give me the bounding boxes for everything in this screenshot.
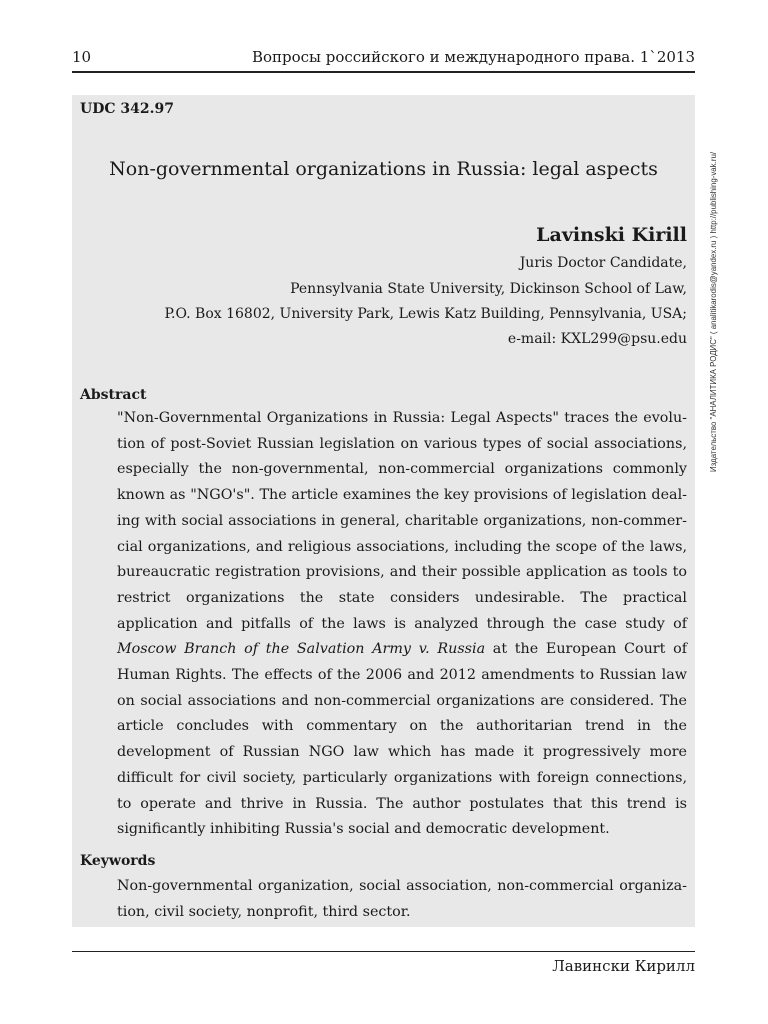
- page-number: 10: [72, 48, 92, 66]
- case-name: Moscow Branch of the Salvation Army v. Russia: [117, 641, 486, 658]
- abstract-heading: Abstract: [80, 387, 147, 403]
- abstract-text-part2: at the European Court of Human Rights. The effects of the 2006 and 2012 amendments to Russian law on social associations and non-commercial organizations are considered. The article concludes with commentary on the authoritarian trend in the development of Russian NGO law which has made it progressively more difficult for civil society, particularly organizations with foreign connections, to operate and thrive in Russia. The author postulates that this trend is significantly inhibiting Russia's social and democratic development.: [117, 641, 687, 838]
- abstract-text: [117, 406, 687, 843]
- abstract-text-part1: "Non-Governmental Organizations in Russia: Legal Aspects" traces the evolution of post-Soviet Russian legislation on various types of social associations, especially the non-governmental, non-commercial organizations commonly known as "NGO's". The article examines the key provisions of legislation dealing with social associations in general, charitable organizations, non-commercial organizations, and religious associations, including the scope of the laws, bureaucratic registration provisions, and their possible application as tools to restrict organizations the state considers undesirable. The practical application and pitfalls of the laws is analyzed through the case study of: [117, 410, 687, 632]
- header-rule: [72, 71, 695, 73]
- article-title: Non-governmental organizations in Russia: legal aspects: [109, 158, 658, 180]
- publisher-side-note: Издательство "АНАЛИТИКА РОДИС" ( analitikarodis@yandex.ru ) http://publishing-vak.ru/: [709, 151, 718, 472]
- author-address: P.O. Box 16802, University Park, Lewis Katz Building, Pennsylvania, USA;: [164, 306, 687, 322]
- author-institution: Pennsylvania State University, Dickinson School of Law,: [290, 281, 687, 297]
- keywords-text: Non-governmental organization, social association, non-commercial organization, civil society, nonprofit, third sector.: [117, 878, 687, 920]
- author-name: Lavinski Kirill: [536, 224, 687, 246]
- journal-title: Вопросы российского и международного права. 1`2013: [251, 48, 695, 66]
- footer-rule: [72, 951, 695, 952]
- running-header: [72, 48, 695, 70]
- udc-code: UDC 342.97: [80, 101, 174, 117]
- author-degree: Juris Doctor Candidate,: [519, 255, 687, 271]
- footer-author: Лавински Кирилл: [552, 957, 695, 975]
- keywords-heading: Keywords: [80, 853, 156, 869]
- author-email: e-mail: KXL299@psu.edu: [507, 331, 687, 347]
